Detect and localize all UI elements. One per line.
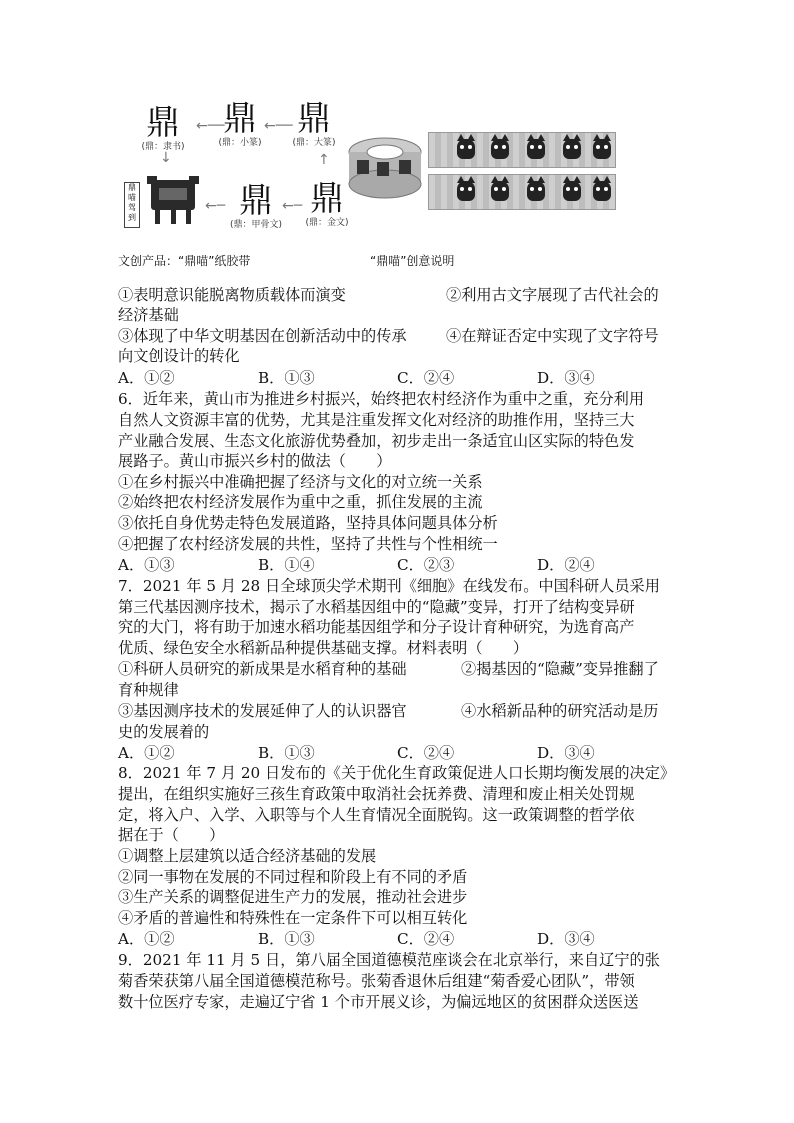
cat-icon	[527, 181, 545, 201]
q5-statement-2: ②利用古文字展现了古代社会的	[446, 286, 659, 304]
q8-option-c: C．②④	[397, 930, 455, 948]
q6-option-c: C．②③	[397, 556, 455, 574]
q7-option-a: A．①②	[118, 744, 175, 762]
q7-stem-line: 第三代基因测序技术，揭示了水稻基因组中的“隐藏”变异，打开了结构变异研	[118, 598, 635, 616]
q7-stem-line: 究的大门，将有助于加速水稻功能基因组学和分子设计育种研究，为选育高产	[118, 618, 635, 636]
cat-icon	[491, 139, 509, 159]
q8-statement-3: ③生产关系的调整促进生产力的发展，推动社会进步	[118, 888, 468, 906]
arrow-left-icon: ←─	[282, 198, 303, 214]
q7-option-c: C．②④	[397, 744, 455, 762]
q8-stem-line: 提出，在组织实施好三孩生育政策中取消社会抚养费、清理和废止相关处罚规	[118, 785, 635, 803]
q5-statement-3: ③体现了中华文明基因在创新活动中的传承	[118, 327, 407, 345]
q7-statement-2: ②揭基因的“隐藏”变异推翻了	[461, 660, 659, 678]
glyph-caption: (鼎：小篆)	[218, 138, 262, 148]
q9-stem-line: 菊香荣获第八届全国道德模范称号。张菊香退休后组建“菊香爱心团队”，带领	[118, 972, 635, 990]
glyph-dazhuan	[286, 100, 342, 149]
q6-option-a: A．①③	[118, 556, 175, 574]
q8-option-b: B．①③	[258, 930, 315, 948]
q6-statement-3: ③依托自身优势走特色发展道路，坚持具体问题具体分析	[118, 514, 498, 532]
q6-stem-line: 展路子。黄山市振兴乡村的做法（ ）	[118, 452, 392, 470]
q7-statement-1: ①科研人员研究的新成果是水稻育种的基础	[118, 660, 407, 678]
glyph-caption: (鼎：甲骨文)	[229, 220, 283, 230]
q9-stem-line: 9．2021 年 11 月 5 日，第八届全国道德模范座谈会在北京举行，来自辽宁的张	[118, 951, 660, 969]
q5-option-d: D．③④	[537, 369, 595, 387]
q7-statement-4-cont: 史的发展着的	[118, 723, 210, 741]
q8-stem-line: 定，将入户、入学、入职等与个人生育情况全面脱钩。这一政策调整的哲学依	[118, 806, 635, 824]
arrow-down-icon: ↓	[160, 150, 172, 166]
arrow-left-icon: ←─	[205, 198, 226, 214]
q7-statement-2-cont: 育种规律	[118, 681, 179, 699]
q6-option-b: B．①④	[258, 556, 315, 574]
q6-stem-line: 6．近年来，黄山市为推进乡村振兴，始终把农村经济作为重中之重，充分利用	[118, 390, 645, 408]
arrow-up-icon: ↑	[318, 152, 330, 168]
cat-icon	[593, 181, 611, 201]
q5-statement-4-cont: 向文创设计的转化	[118, 347, 240, 365]
q5-statement-1: ①表明意识能脱离物质载体而演变	[118, 286, 346, 304]
q6-option-d: D．②④	[537, 556, 595, 574]
q8-statement-2: ②同一事物在发展的不同过程和阶段上有不同的矛盾	[118, 868, 468, 886]
q8-stem-line: 据在于（ ）	[118, 826, 225, 844]
q7-statement-3: ③基因测序技术的发展延伸了人的认识器官	[118, 702, 407, 720]
figure-caption-right: “鼎喵”创意说明	[370, 254, 455, 268]
vertical-label: 鼎喵驾到	[124, 182, 140, 228]
q6-statement-1: ①在乡村振兴中准确把握了经济与文化的对立统一关系	[118, 473, 483, 491]
q8-statement-4: ④矛盾的普遍性和特殊性在一定条件下可以相互转化	[118, 909, 468, 927]
q9-stem-line: 数十位医疗专家，走遍辽宁省 1 个市开展义诊，为偏远地区的贫困群众送医送	[118, 993, 639, 1011]
cat-icon	[457, 139, 475, 159]
glyph-caption: (鼎：大篆)	[292, 138, 336, 148]
cat-icon	[593, 139, 611, 159]
glyph-xiaozhuan	[212, 100, 268, 149]
glyph-char: 鼎	[223, 99, 257, 139]
cat-icon	[457, 181, 475, 201]
glyph-caption: (鼎：金文)	[305, 218, 349, 228]
cat-icon	[563, 181, 581, 201]
arrow-left-icon: ←──	[196, 118, 225, 134]
glyph-jiaguwen	[226, 182, 286, 231]
glyph-caption: (鼎：隶书)	[141, 142, 185, 152]
cat-icon	[563, 139, 581, 159]
q8-statement-1: ①调整上层建筑以适合经济基础的发展	[118, 847, 377, 865]
q7-option-d: D．③④	[537, 744, 595, 762]
q7-option-b: B．①③	[258, 744, 315, 762]
figure-caption-left: 文创产品：“鼎喵”纸胶带	[118, 254, 251, 268]
q7-statement-4: ④水稻新品种的研究活动是历	[461, 702, 659, 720]
glyph-char: 鼎	[239, 181, 273, 221]
glyph-char: 鼎	[310, 179, 344, 219]
q5-option-b: B．①③	[258, 369, 315, 387]
q6-statement-4: ④把握了农村经济发展的共性，坚持了共性与个性相统一	[118, 535, 498, 553]
q7-stem-line: 7．2021 年 5 月 28 日全球顶尖学术期刊《细胞》在线发布。中国科研人员采用	[118, 577, 660, 595]
glyph-jinwen	[302, 180, 352, 229]
glyph-lishu	[138, 104, 188, 153]
tape-strip-bottom	[428, 174, 616, 210]
q5-statement-4: ④在辩证否定中实现了文字符号	[446, 327, 659, 345]
q5-option-c: C．②④	[397, 369, 455, 387]
q5-statement-2-cont: 经济基础	[118, 306, 179, 324]
glyph-char: 鼎	[146, 103, 180, 143]
arrow-left-icon: ←──	[264, 118, 293, 134]
tape-roll-icon	[347, 132, 423, 204]
bronze-ding-icon	[145, 172, 201, 228]
cat-icon	[527, 139, 545, 159]
q8-option-d: D．③④	[537, 930, 595, 948]
q7-stem-line: 优质、绿色安全水稻新品种提供基础支撑。材料表明（ ）	[118, 639, 529, 657]
q5-option-a: A．①②	[118, 369, 175, 387]
q8-option-a: A．①②	[118, 930, 175, 948]
glyph-char: 鼎	[297, 99, 331, 139]
q6-stem-line: 产业融合发展、生态文化旅游优势叠加，初步走出一条适宜山区实际的特色发	[118, 432, 635, 450]
q6-stem-line: 自然人文资源丰富的优势，尤其是注重发挥文化对经济的助推作用，坚持三大	[118, 411, 635, 429]
q6-statement-2: ②始终把农村经济发展作为重中之重，抓住发展的主流	[118, 493, 483, 511]
cat-icon	[491, 181, 509, 201]
tape-strip-top	[428, 132, 616, 168]
q8-stem-line: 8．2021 年 7 月 20 日发布的《关于优化生育政策促进人口长期均衡发展的决定》	[118, 764, 676, 782]
